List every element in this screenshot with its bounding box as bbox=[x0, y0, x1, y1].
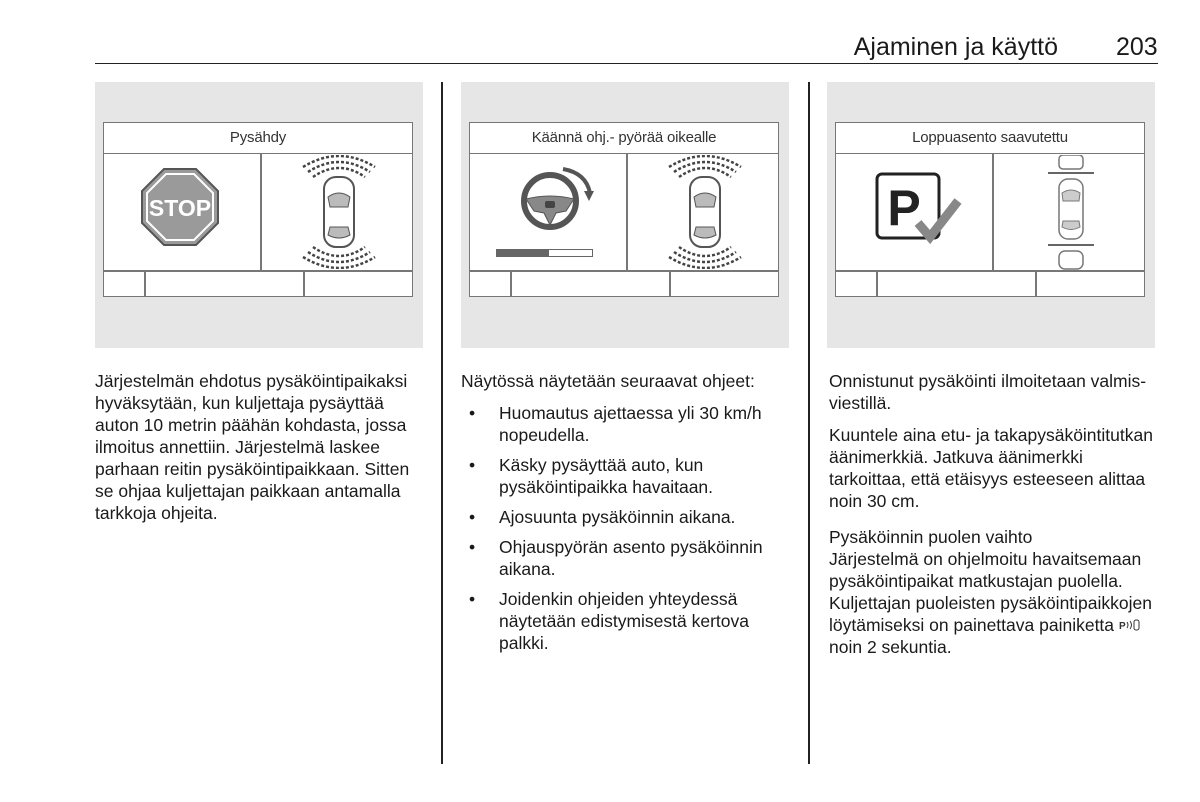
screen-divider bbox=[669, 270, 671, 296]
text-column-3 bbox=[829, 370, 1159, 668]
bullet-list bbox=[461, 402, 791, 654]
column-divider bbox=[441, 82, 443, 764]
paragraph bbox=[829, 548, 1159, 658]
section-title: Ajaminen ja käyttö bbox=[853, 33, 1058, 61]
paragraph: Onnistunut pysäköinti ilmoitetaan valmis-viestillä. bbox=[829, 371, 1147, 413]
progress-fill bbox=[497, 250, 549, 256]
parking-sign-text: P bbox=[887, 180, 921, 236]
stop-sign-icon bbox=[140, 167, 220, 247]
subheading: Pysäköinnin puolen vaihto bbox=[829, 527, 1033, 547]
figure-stop bbox=[95, 82, 423, 348]
text-column-1 bbox=[95, 370, 425, 534]
screen-divider bbox=[303, 270, 305, 296]
steering-wheel-icon bbox=[508, 159, 598, 239]
list-item: • Käsky pysäyttää auto, kun pysäköintipaikka havaitaan. bbox=[461, 454, 791, 498]
figure-done bbox=[827, 82, 1155, 348]
car-sensor-icon bbox=[299, 155, 379, 269]
display-screen bbox=[103, 122, 413, 297]
paragraph-text: noin 2 sekuntia. bbox=[829, 637, 952, 657]
screen-title: Loppuasento saavutettu bbox=[836, 123, 1144, 154]
screen-divider bbox=[260, 153, 262, 271]
page-number: 203 bbox=[1116, 33, 1158, 61]
screen-divider bbox=[876, 270, 878, 296]
list-item: • Huomautus ajettaessa yli 30 km/h nopeudella. bbox=[461, 402, 791, 446]
screen-divider bbox=[626, 153, 628, 271]
stop-sign-text: STOP bbox=[148, 195, 212, 221]
park-assist-button-icon bbox=[1119, 618, 1141, 632]
column-divider bbox=[808, 82, 810, 764]
screen-title: Pysähdy bbox=[104, 123, 412, 154]
car-sensor-icon bbox=[665, 155, 745, 269]
svg-text:P: P bbox=[1118, 621, 1126, 632]
figure-steer bbox=[461, 82, 789, 348]
display-screen bbox=[835, 122, 1145, 297]
screen-title: Käännä ohj.- pyörää oikealle bbox=[470, 123, 778, 154]
display-screen bbox=[469, 122, 779, 297]
screen-divider bbox=[1035, 270, 1037, 296]
car-position-icon bbox=[1042, 155, 1100, 271]
parking-check-icon bbox=[874, 171, 966, 247]
list-item: • Ajosuunta pysäköinnin aikana. bbox=[461, 506, 791, 528]
header-rule bbox=[95, 63, 1158, 64]
screen-divider bbox=[510, 270, 512, 296]
progress-bar bbox=[496, 249, 593, 257]
screen-divider bbox=[104, 270, 412, 272]
paragraph: Näytössä näytetään seuraavat ohjeet: bbox=[461, 371, 755, 391]
list-item: • Ohjauspyörän asento pysäköinnin aikana. bbox=[461, 536, 791, 580]
text-column-2 bbox=[461, 370, 791, 662]
screen-divider bbox=[470, 270, 778, 272]
paragraph: Kuuntele aina etu- ja takapysäköintitutkan äänimerkkiä. Jatkuva äänimerkki tarkoittaa, että etäisyys esteeseen alittaa noin 30 cm. bbox=[829, 425, 1153, 511]
paragraph-text: Järjestelmä on ohjelmoitu havaitsemaan pysäköintipaikat matkustajan puolella. Kuljettajan puoleisten pysäköintipaikkojen löytämiseksi on painettava painiketta bbox=[829, 549, 1152, 635]
screen-divider bbox=[144, 270, 146, 296]
list-item: • Joidenkin ohjeiden yhteydessä näytetään edistymisestä kertova palkki. bbox=[461, 588, 791, 654]
screen-divider bbox=[992, 153, 994, 271]
paragraph: Järjestelmän ehdotus pysäköintipaikaksi hyväksytään, kun kuljettaja pysäyttää auton 10 metrin päähän kohdasta, jossa ilmoitus annettiin. Järjestelmä laskee parhaan reitin pysäköintipaikkaan. Sitten se ohjaa kuljettajan paikkaan antamalla tarkkoja ohjeita. bbox=[95, 371, 410, 523]
